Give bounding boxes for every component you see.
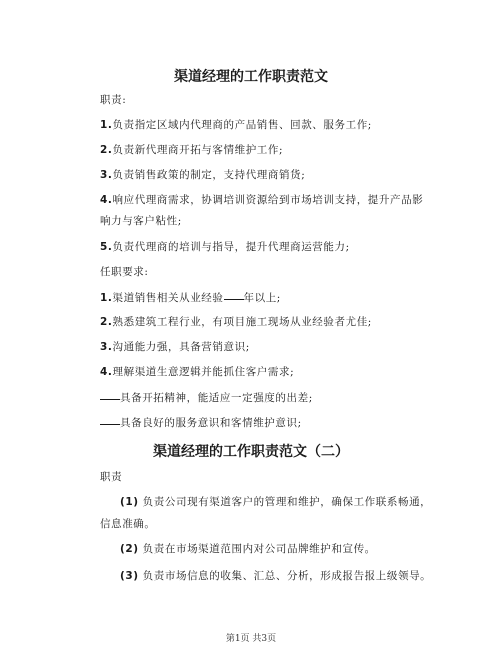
duty-number: 3. xyxy=(100,169,113,181)
duty-number: 1. xyxy=(100,119,113,131)
duty-number: 4. xyxy=(100,194,113,206)
duty-number: 2. xyxy=(100,144,113,156)
requirement-item xyxy=(100,340,250,354)
duty-text: 负责市场信息的收集、汇总、分析，形成报告报上级领导。 xyxy=(142,570,432,582)
duty-number: (2) xyxy=(120,543,139,555)
requirement-item xyxy=(100,290,281,305)
duty-number: (1) xyxy=(120,496,139,508)
duty-text: 负责新代理商开拓与客情维护工作; xyxy=(112,144,284,156)
fill-blank xyxy=(224,290,244,300)
duty-item xyxy=(100,240,350,254)
requirements-label: 任职要求: xyxy=(100,266,149,278)
duty-text: 负责代理商的培训与指导，提升代理商运营能力; xyxy=(112,241,350,253)
requirement-text: 具备开拓精神，能适应一定强度的出差; xyxy=(120,392,313,404)
requirement-number: 4. xyxy=(100,366,113,378)
duty-text: 负责指定区域内代理商的产品销售、回款、服务工作; xyxy=(112,119,372,131)
duty-text: 信息准确。 xyxy=(100,518,156,530)
fill-blank xyxy=(100,415,120,425)
requirement-text: 年以上; xyxy=(243,292,281,304)
fill-blank xyxy=(100,390,120,400)
duty-number: 5. xyxy=(100,241,113,253)
requirement-item xyxy=(100,390,313,405)
duty-item-continued xyxy=(100,517,156,531)
requirement-item xyxy=(100,365,294,379)
requirement-text: 渠道销售相关从业经验 xyxy=(112,292,224,304)
doc-title: 渠道经理的工作职责范文 xyxy=(174,69,328,85)
requirement-text: 熟悉建筑工程行业，有项目施工现场从业经验者尤佳; xyxy=(112,316,372,328)
page-footer: 第1页 共3页 xyxy=(225,634,277,644)
requirement-number: 3. xyxy=(100,341,113,353)
requirement-text: 沟通能力强，具备营销意识; xyxy=(112,341,250,353)
duty-item xyxy=(120,542,376,556)
requirement-item xyxy=(100,315,372,329)
section-title: 渠道经理的工作职责范文（二） xyxy=(153,444,349,460)
duty-text: 负责公司现有渠道客户的管理和维护，确保工作联系畅通， xyxy=(142,496,432,508)
duty-text: 响力与客户粘性; xyxy=(100,215,182,227)
duties-label: 职责: xyxy=(100,94,127,106)
duty-item xyxy=(100,193,423,207)
requirement-text: 理解渠道生意逻辑并能抓住客户需求; xyxy=(112,366,295,378)
duties-label: 职责 xyxy=(100,471,123,483)
duty-item xyxy=(120,495,431,509)
duty-text: 负责销售政策的制定，支持代理商销货; xyxy=(112,169,306,181)
duty-item xyxy=(100,118,372,132)
duty-number: (3) xyxy=(120,570,139,582)
duty-text: 负责在市场渠道范围内对公司品牌维护和宣传。 xyxy=(142,543,376,555)
requirement-number: 2. xyxy=(100,316,113,328)
duty-item-continued xyxy=(100,214,182,228)
duty-item xyxy=(100,168,305,182)
duty-text: 响应代理商需求，协调培训资源给到市场培训支持，提升产品影 xyxy=(112,194,424,206)
requirement-text: 具备良好的服务意识和客情维护意识; xyxy=(120,417,302,429)
requirement-number: 1. xyxy=(100,292,113,304)
duty-item xyxy=(100,143,283,157)
duty-item xyxy=(120,569,431,583)
requirement-item xyxy=(100,415,302,430)
